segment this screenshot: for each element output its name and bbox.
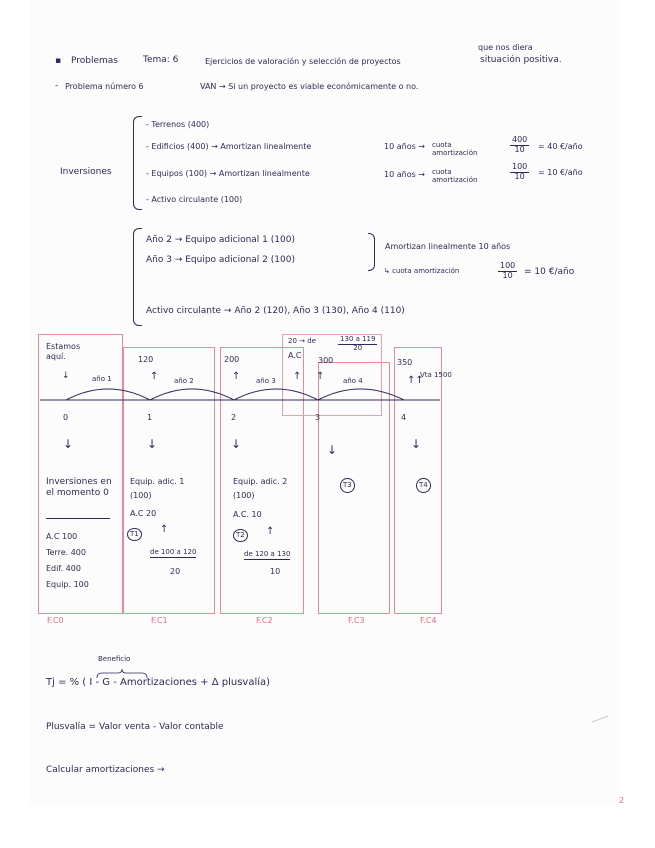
up-arrow-3b: ↑: [316, 371, 325, 382]
equip-num: 100: [512, 162, 528, 171]
top-fraction: [338, 336, 377, 352]
plusvalia-line: Plusvalía = Valor venta - Valor contable: [46, 722, 224, 732]
col2-de: de 120 a 130: [244, 550, 291, 558]
header-topic: Ejercicios de valoración y selección de proyectos: [205, 57, 401, 66]
equip-result: = 10 €/año: [538, 168, 583, 177]
col0-ac: A.C 100: [46, 532, 78, 541]
point-0: 0: [63, 413, 69, 422]
t4-circle: T4: [416, 478, 431, 493]
header-tema: Tema: 6: [143, 55, 179, 65]
col2-line2: (100): [233, 491, 255, 500]
col0-equip: Equip. 100: [46, 580, 89, 589]
adic-line1: Año 2 → Equipo adicional 1 (100): [146, 235, 295, 245]
fc4-label: F.C4: [420, 616, 437, 625]
top-200: 200: [224, 355, 240, 364]
calcular-line: Calcular amortizaciones →: [46, 765, 165, 775]
year-2: año 2: [174, 377, 194, 385]
adic-right-brace: [368, 233, 375, 271]
bullet-2: -: [55, 81, 59, 91]
top-350: 350: [397, 358, 413, 367]
col1-t: T1: [127, 528, 142, 541]
top-ac: A.C: [288, 351, 302, 360]
arrow-down-c4: ↓: [411, 437, 422, 451]
point-1: 1: [147, 413, 153, 422]
problem-number: Problema número 6: [65, 82, 144, 91]
item-terrenos: - Terrenos (400): [146, 120, 210, 129]
header-above: que nos diera: [478, 43, 533, 52]
adic-amort: Amortizan linealmente 10 años: [385, 242, 511, 251]
equip-years: 10 años →: [384, 170, 426, 179]
col2-line1: Equip. adic. 2: [233, 477, 288, 486]
edif-fraction: [510, 136, 529, 155]
edif-result: = 40 €/año: [538, 142, 583, 151]
top-300: 300: [318, 356, 334, 365]
col1-line1: Equip. adic. 1: [130, 477, 185, 486]
year-4: año 4: [343, 377, 363, 385]
inversiones-label: Inversiones: [60, 167, 112, 177]
tj-formula: Tj = % ( I - G - Amortizaciones + Δ plusvalía): [46, 677, 271, 688]
point-2: 2: [231, 413, 237, 422]
edif-den: 10: [514, 144, 525, 154]
top-20: 20 → de: [288, 337, 316, 345]
item-activo: - Activo circulante (100): [146, 195, 243, 204]
edif-cuota: cuota amortización: [432, 141, 478, 158]
year-1: año 1: [92, 375, 112, 383]
col0-underline: [46, 518, 110, 519]
edif-num: 400: [512, 135, 528, 144]
up-arrow-2: ↑: [232, 371, 241, 382]
inversiones-brace: [133, 116, 142, 210]
equip-cuota: cuota amortización: [432, 168, 478, 185]
adicional-brace: [133, 228, 142, 326]
top-120: 120: [138, 355, 154, 364]
item-equipos: - Equipos (100) → Amortizan linealmente: [146, 169, 310, 178]
header-tail: situación positiva.: [480, 55, 562, 65]
col2-t: T2: [233, 529, 248, 542]
col1-line2: (100): [130, 491, 152, 500]
t3-circle: T3: [340, 478, 355, 493]
equip-den: 10: [514, 171, 525, 181]
item-edificios: - Edificios (400) → Amortizan linealmente: [146, 142, 312, 151]
header-prefix: Problemas: [71, 56, 118, 66]
edif-years: 10 años →: [384, 142, 426, 151]
page-number: 2: [619, 796, 625, 805]
col0-title: Inversiones en el momento 0: [46, 477, 112, 499]
van-text: VAN → Si un proyecto es viable económicamente o no.: [200, 82, 419, 91]
col1-de: de 100 a 120: [150, 548, 197, 556]
fc1-label: F.C1: [151, 616, 168, 625]
adic-fraction: [498, 262, 517, 281]
adic-activo: Activo circulante → Año 2 (120), Año 3 (130), Año 4 (110): [146, 306, 405, 316]
fc2-label: F.C2: [256, 616, 273, 625]
col0-edif: Edif. 400: [46, 564, 81, 573]
up-arrow-1: ↑: [150, 371, 159, 382]
col1-ac: A.C 20: [130, 509, 157, 518]
arrow-down-0: ↓: [62, 371, 70, 381]
beneficio-label: Beneficio: [98, 655, 131, 663]
up-arrow-4: ↑↑: [407, 375, 424, 386]
col2-up-arrow: ↑: [266, 526, 275, 537]
arrow-down-c3: ↓: [327, 443, 338, 457]
adic-den: 10: [502, 270, 513, 280]
top-frac-den: 20: [353, 343, 363, 352]
up-arrow-3a: ↑: [293, 371, 302, 382]
adic-line2: Año 3 → Equipo adicional 2 (100): [146, 255, 295, 265]
estamos-aqui: Estamos aquí.: [46, 342, 81, 361]
bullet-1: ▪: [55, 56, 62, 66]
arrow-down-c0: ↓: [63, 437, 74, 451]
fc0-label: F.C0: [47, 616, 64, 625]
top-frac-num: 130 a 119: [340, 335, 376, 343]
top-vta: Vta 1500: [420, 371, 452, 379]
adic-result: = 10 €/año: [524, 267, 575, 277]
col0-terre: Terre. 400: [46, 548, 86, 557]
year-3: año 3: [256, 377, 276, 385]
adic-num: 100: [500, 261, 516, 270]
equip-fraction: [510, 163, 529, 182]
fc3-label: F.C3: [348, 616, 365, 625]
arrow-down-c2: ↓: [231, 437, 242, 451]
arrow-down-c1: ↓: [147, 437, 158, 451]
adic-cuota: ↳ cuota amortización: [384, 267, 460, 275]
point-3: 3: [315, 413, 321, 422]
col1-up-arrow: ↑: [160, 524, 169, 535]
point-4: 4: [401, 413, 407, 422]
col2-val: 10: [270, 567, 281, 576]
col2-ac: A.C. 10: [233, 510, 262, 519]
col1-val: 20: [170, 567, 181, 576]
